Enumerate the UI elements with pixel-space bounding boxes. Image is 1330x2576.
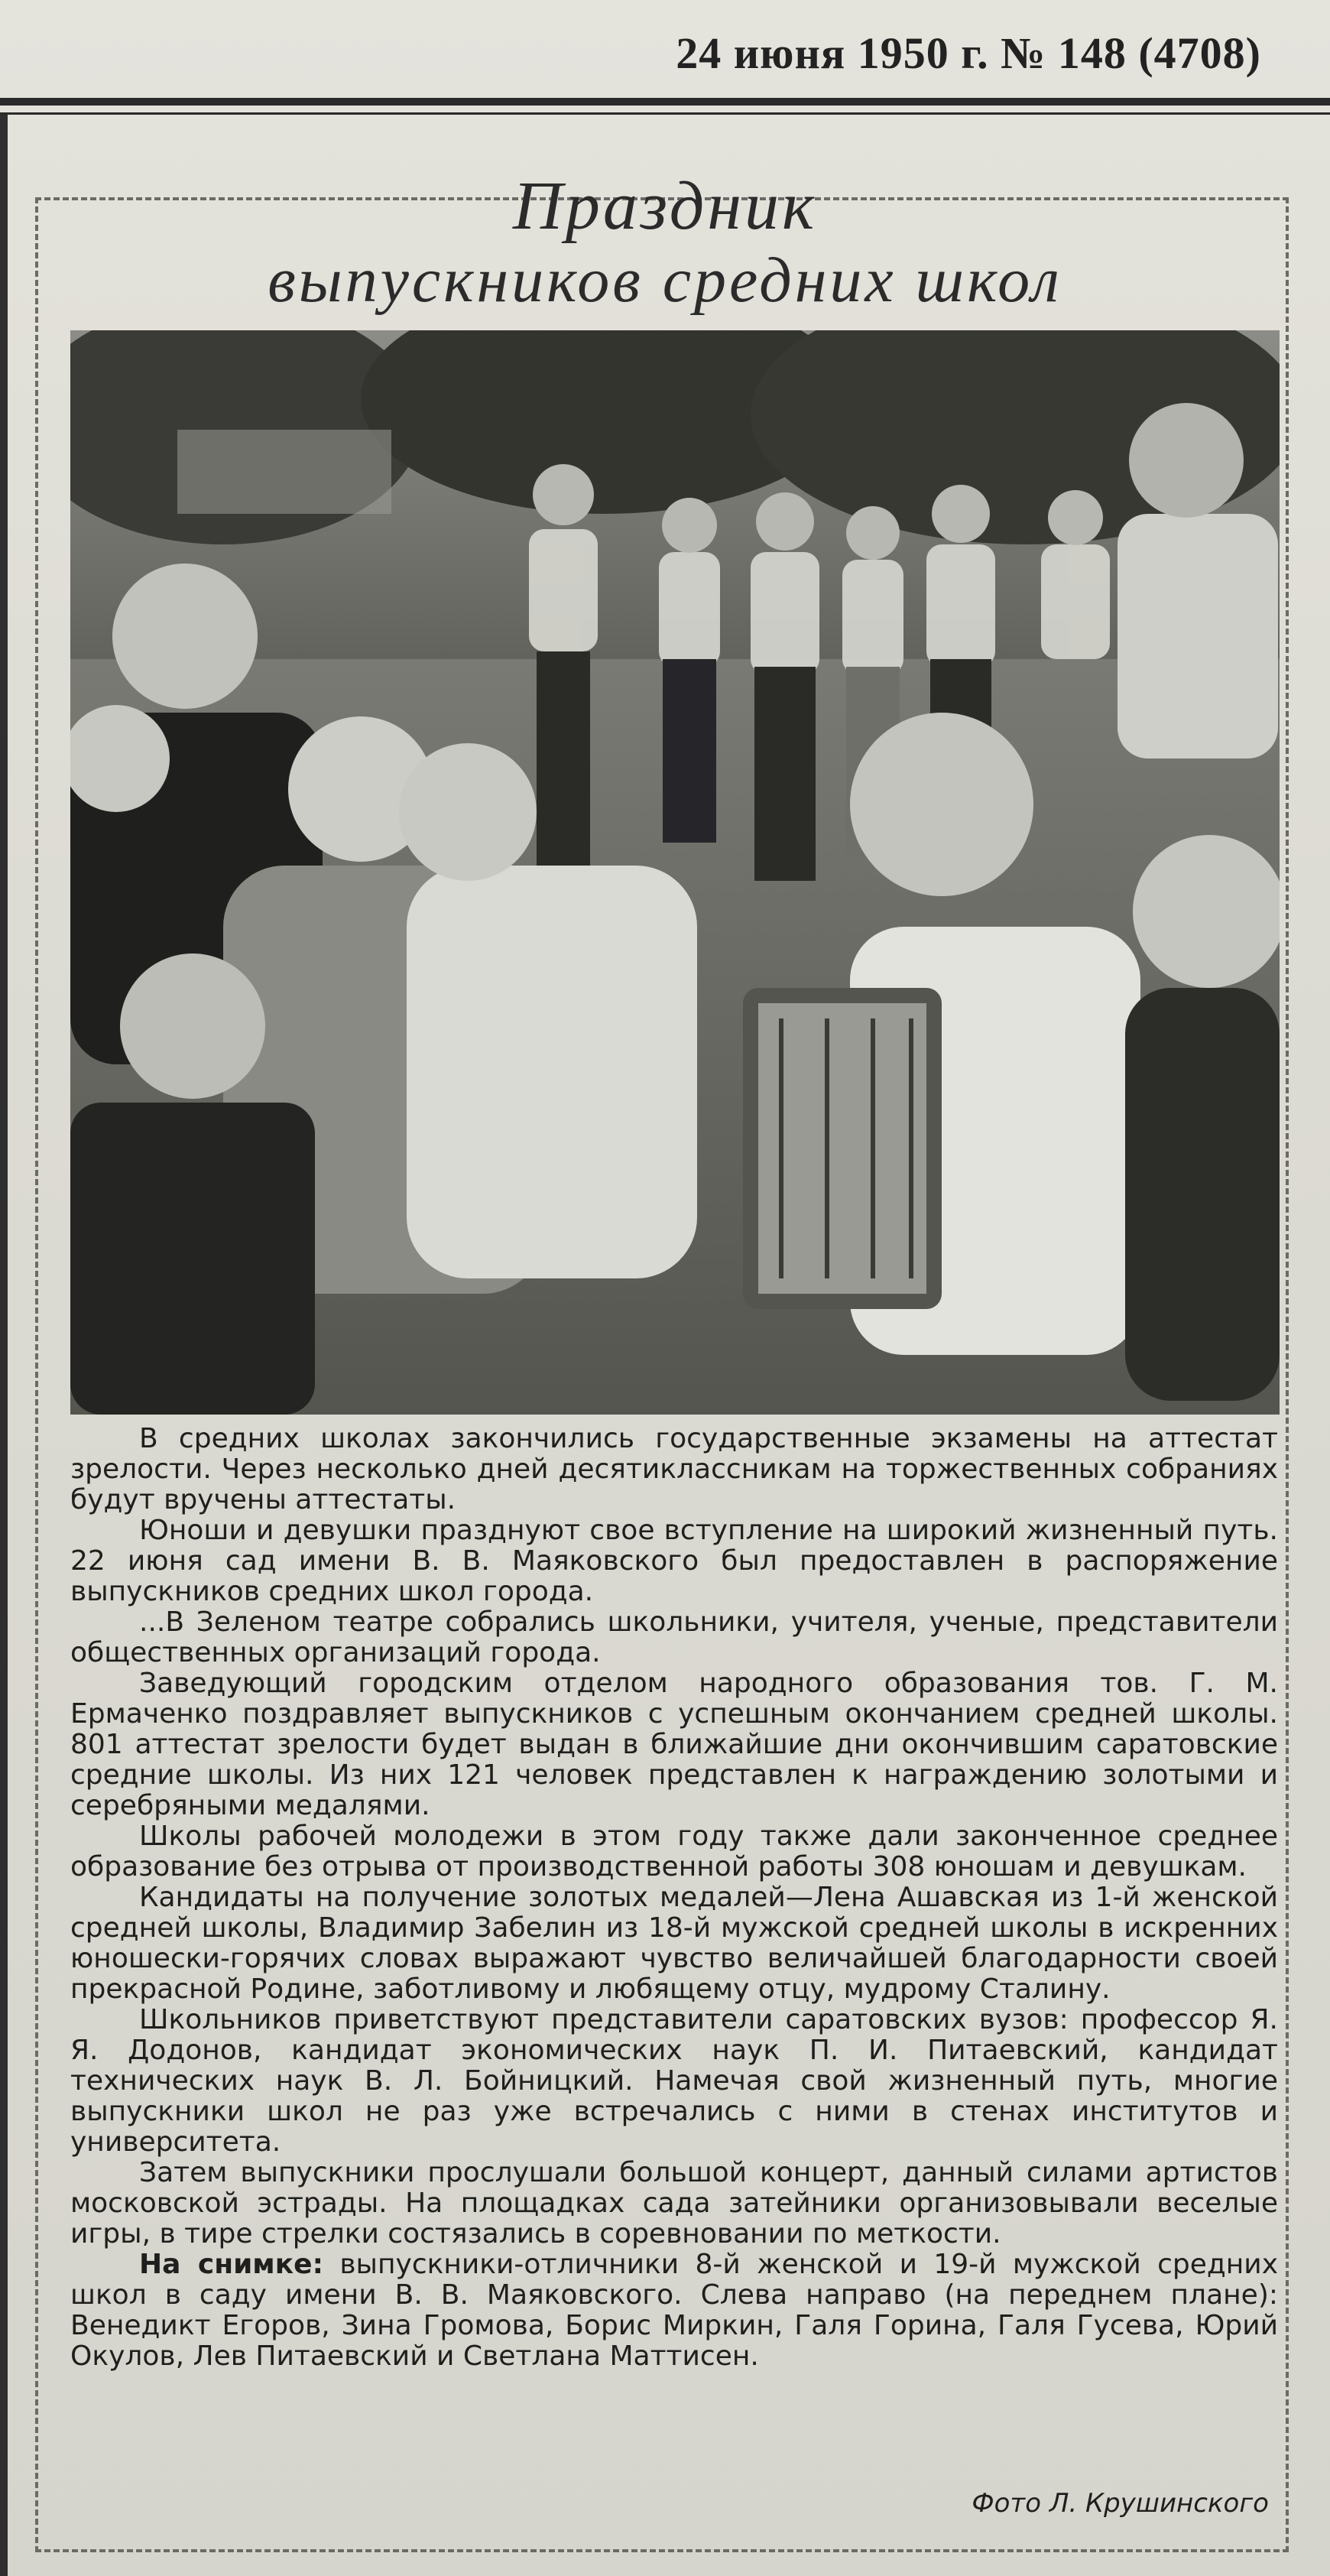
issue-dateline: 24 июня 1950 г. № 148 (4708) (676, 28, 1261, 78)
column-rule (0, 115, 8, 2576)
photo-caption (70, 2250, 1278, 2372)
article-body (70, 1424, 1278, 2372)
photo-credit: Фото Л. Крушинского (972, 2488, 1269, 2519)
paragraph-8: Затем выпускники прослушали большой концерт, данный силами артистов московской эстрады. На площадках сада затейники организовывали веселые игры, в тире стрелки состязались в соревновании по меткости. (70, 2157, 1278, 2250)
paragraph-6: Кандидаты на получение золотых медалей—Лена Ашавская из 1-й женской средней школы, Владимир Забелин из 18-й мужской средней школы в искренних юношески-горячих словах выражают чувство величайшей благодарности своей прекрасной Родине, заботливому и любящему отцу, мудрому Сталину. (70, 1882, 1278, 2005)
article-photo (70, 330, 1280, 1415)
photo-illustration (70, 330, 1280, 1415)
paragraph-1: В средних школах закончились государственные экзамены на аттестат зрелости. Через несколько дней десятиклассникам на торжественных собраниях будут вручены аттестаты. (70, 1423, 1278, 1515)
caption-lead: На снимке: (139, 2249, 323, 2280)
paragraph-5: Школы рабочей молодежи в этом году также дали законченное среднее образование без отрыва от производственной работы 308 юношам и девушкам. (70, 1821, 1278, 1882)
paragraph-4: Заведующий городским отделом народного образования тов. Г. М. Ермаченко поздравляет выпускников с успешным окончанием средней школы. 801 аттестат зрелости будет выдан в ближайшие дни окончившим саратовские средние школы. Из них 121 человек представлен к награждению золотыми и серебряными медалями. (70, 1668, 1278, 1821)
headline-line-2: выпускников средних школ (268, 245, 1062, 316)
header-rule (0, 98, 1330, 115)
paragraph-7: Школьников приветствуют представители саратовских вузов: профессор Я. Я. Додонов, кандидат экономических наук П. И. Питаевский, кандидат технических наук В. Л. Бойницкий. Намечая свой жизненный путь, многие выпускники школ не раз уже встречались с ними в стенах институтов и университета. (70, 2004, 1278, 2158)
paragraph-2: Юноши и девушки празднуют свое вступление на широкий жизненный путь. 22 июня сад имени В. В. Маяковского был предоставлен в распоряжение выпускников средних школ города. (70, 1515, 1278, 1607)
caption-text: выпускники-отличники 8-й женской и 19-й мужской средних школ в саду имени В. В. Маяковского. Слева направо (на переднем плане): Венедикт Егоров, Зина Громова, Борис Миркин, Галя Горина, Галя Гусева, Юрий Окулов, Лев Питаевский и Светлана Маттисен. (70, 2249, 1278, 2372)
paragraph-3: ...В Зеленом театре собрались школьники, учителя, ученые, представители общественных организаций города. (70, 1606, 1278, 1668)
headline-line-1: Праздник (512, 168, 818, 244)
